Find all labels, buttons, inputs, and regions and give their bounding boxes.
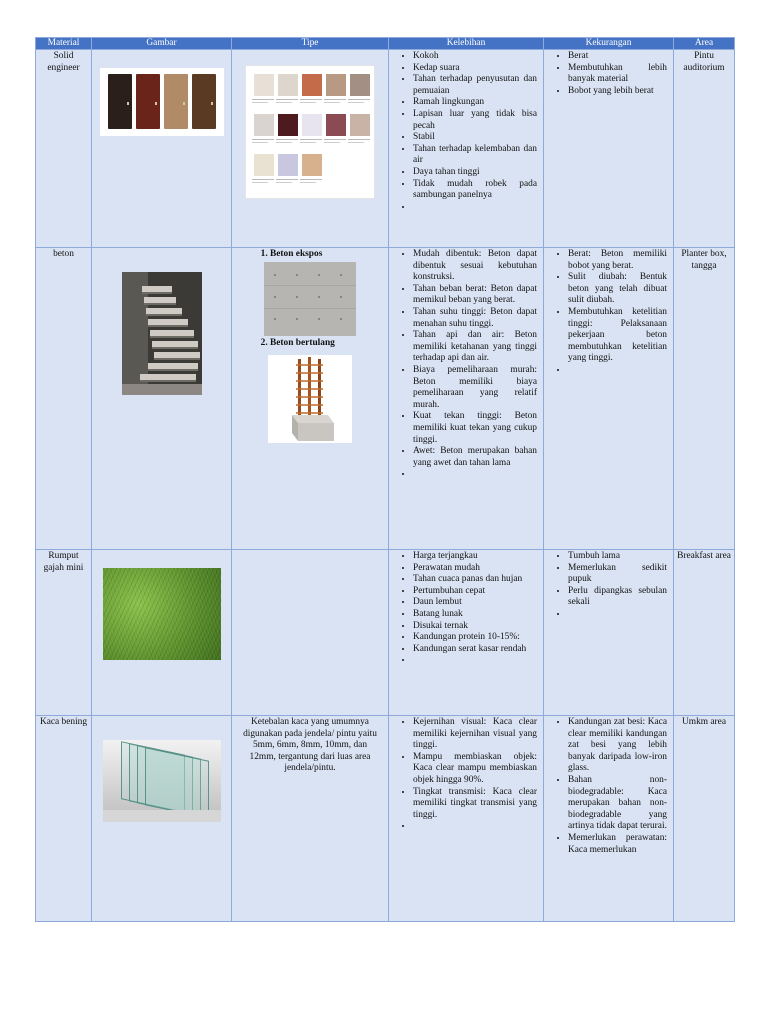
list-item: • Awet: Beton merupakan bahan yang awet dan tahan lama: [413, 446, 537, 469]
kelebihan-list: [391, 717, 541, 833]
tipe-cell: [232, 248, 389, 550]
list-item: • Bobot yang lebih berat: [568, 86, 667, 98]
kelebihan-cell: [389, 550, 544, 716]
kekurangan-cell: [544, 550, 674, 716]
area-cell: Breakfast area: [674, 550, 735, 716]
tipe-cell: [232, 550, 389, 716]
list-item: • Kejernihan visual: Kaca clear memiliki kejernihan visual yang tinggi.: [413, 717, 537, 752]
list-item: • Mudah dibentuk: Beton dapat dibentuk sesuai kebutuhan konstruksi.: [413, 249, 537, 284]
grass-image: [103, 568, 221, 660]
list-item: • Lapisan luar yang tidak bisa pecah: [413, 109, 537, 132]
list-item: • Disukai ternak: [413, 621, 537, 633]
header-tipe: Tipe: [232, 38, 389, 50]
list-item: • Tumbuh lama: [568, 551, 667, 563]
list-item: • Pertumbuhan cepat: [413, 586, 537, 598]
list-item: • Tahan cuaca panas dan hujan: [413, 574, 537, 586]
image-cell: [92, 550, 232, 716]
list-item: • Ramah lingkungan: [413, 97, 537, 109]
kekurangan-list: [546, 551, 671, 621]
material-cell: Kaca bening: [36, 716, 92, 922]
kekurangan-cell: [544, 716, 674, 922]
list-item: • Kokoh: [413, 51, 537, 63]
table-row: [36, 716, 735, 922]
reinforced-concrete-image: [268, 355, 352, 443]
list-item: • Bahan non-biodegradable: Kaca merupakan bahan non-biodegradable yang artinya tidak dapat terurai.: [568, 775, 667, 833]
kekurangan-list: [546, 717, 671, 856]
header-kelebihan: Kelebihan: [389, 38, 544, 50]
area-cell: Umkm area: [674, 716, 735, 922]
list-item: • Daun lembut: [413, 597, 537, 609]
list-item: • Mampu membiaskan objek: Kaca clear mampu membiaskan objek hingga 90%.: [413, 752, 537, 787]
area-cell: Planter box, tangga: [674, 248, 735, 550]
list-item: [413, 469, 537, 481]
kekurangan-list: [546, 249, 671, 377]
material-cell: Solid engineer: [36, 50, 92, 248]
image-cell: [92, 50, 232, 248]
table-row: [36, 50, 735, 248]
list-item: • Tahan terhadap kelembaban dan air: [413, 144, 537, 167]
list-item: [413, 821, 537, 833]
list-item: • Tahan terhadap penyusutan dan pemuaian: [413, 74, 537, 97]
material-cell: Rumput gajah mini: [36, 550, 92, 716]
concrete-stairs-image: [122, 272, 202, 395]
exposed-concrete-image: [264, 262, 356, 336]
list-item: • Kandungan protein 10-15%:: [413, 632, 537, 644]
list-item: • Batang lunak: [413, 609, 537, 621]
table-header-row: [36, 38, 735, 50]
table-row: [36, 248, 735, 550]
kelebihan-cell: [389, 716, 544, 922]
tipe-list: [234, 249, 386, 261]
image-cell: [92, 248, 232, 550]
list-item: • Tahan api dan air: Beton memiliki ketahanan yang tinggi terhadap api dan air.: [413, 330, 537, 365]
wooden-doors-image: [100, 68, 224, 136]
kekurangan-cell: [544, 50, 674, 248]
list-item: • Perlu dipangkas sebulan sekali: [568, 586, 667, 609]
list-item: • Kandungan zat besi: Kaca clear memiliki kandungan zat besi yang lebih banyak daripada low-iron glass.: [568, 717, 667, 775]
list-item: 1. Beton ekspos: [270, 249, 386, 261]
kelebihan-list: [391, 551, 541, 667]
header-kekurangan: Kekurangan: [544, 38, 674, 50]
list-item: • Memerlukan sedikit pupuk: [568, 563, 667, 586]
list-item: 2. Beton bertulang: [270, 338, 386, 350]
header-material: Material: [36, 38, 92, 50]
kelebihan-list: [391, 249, 541, 481]
list-item: • Berat: Beton memiliki bobot yang berat.: [568, 249, 667, 272]
area-cell: Pintu auditorium: [674, 50, 735, 248]
glass-sheets-image: [103, 740, 221, 822]
list-item: • Kandungan serat kasar rendah: [413, 644, 537, 656]
material-cell: beton: [36, 248, 92, 550]
list-item: • Stabil: [413, 132, 537, 144]
image-cell: [92, 716, 232, 922]
list-item: • Tidak mudah robek pada sambungan panelnya: [413, 179, 537, 202]
kekurangan-list: [546, 51, 671, 97]
list-item: • Kedap suara: [413, 63, 537, 75]
list-item: • Tingkat transmisi: Kaca clear memiliki tingkat transmisi yang tinggi.: [413, 787, 537, 822]
list-item: [568, 365, 667, 377]
list-item: [413, 655, 537, 667]
kekurangan-cell: [544, 248, 674, 550]
header-area: Area: [674, 38, 735, 50]
door-catalog-image: [245, 65, 375, 199]
kelebihan-list: [391, 51, 541, 213]
list-item: • Memerlukan perawatan: Kaca memerlukan: [568, 833, 667, 856]
list-item: • Perawatan mudah: [413, 563, 537, 575]
list-item: • Sulit diubah: Bentuk beton yang telah dibuat sulit diubah.: [568, 272, 667, 307]
list-item: • Tahan suhu tinggi: Beton dapat menahan suhu tinggi.: [413, 307, 537, 330]
tipe-cell: [232, 50, 389, 248]
list-item: • Membutuhkan ketelitian tinggi: Pelaksanaan pekerjaan beton membutuhkan ketelitian yang tinggi.: [568, 307, 667, 365]
list-item: • Daya tahan tinggi: [413, 167, 537, 179]
header-gambar: Gambar: [92, 38, 232, 50]
tipe-cell: Ketebalan kaca yang umumnya digunakan pada jendela/ pintu yaitu 5mm, 6mm, 8mm, 10mm, dan 12mm, tergantung dari luas area jendela/pintu.: [232, 716, 389, 922]
list-item: • Membutuhkan lebih banyak material: [568, 63, 667, 86]
list-item: [413, 202, 537, 214]
list-item: • Biaya pemeliharaan murah: Beton memiliki biaya pemeliharaan yang relatif murah.: [413, 365, 537, 411]
list-item: • Tahan beban berat: Beton dapat memikul beban yang berat.: [413, 284, 537, 307]
list-item: • Harga terjangkau: [413, 551, 537, 563]
list-item: • Berat: [568, 51, 667, 63]
table-row: [36, 550, 735, 716]
material-table: [35, 37, 735, 922]
tipe-list: [234, 338, 386, 350]
list-item: [568, 609, 667, 621]
list-item: • Kuat tekan tinggi: Beton memiliki kuat tekan yang cukup tinggi.: [413, 411, 537, 446]
kelebihan-cell: [389, 248, 544, 550]
kelebihan-cell: [389, 50, 544, 248]
